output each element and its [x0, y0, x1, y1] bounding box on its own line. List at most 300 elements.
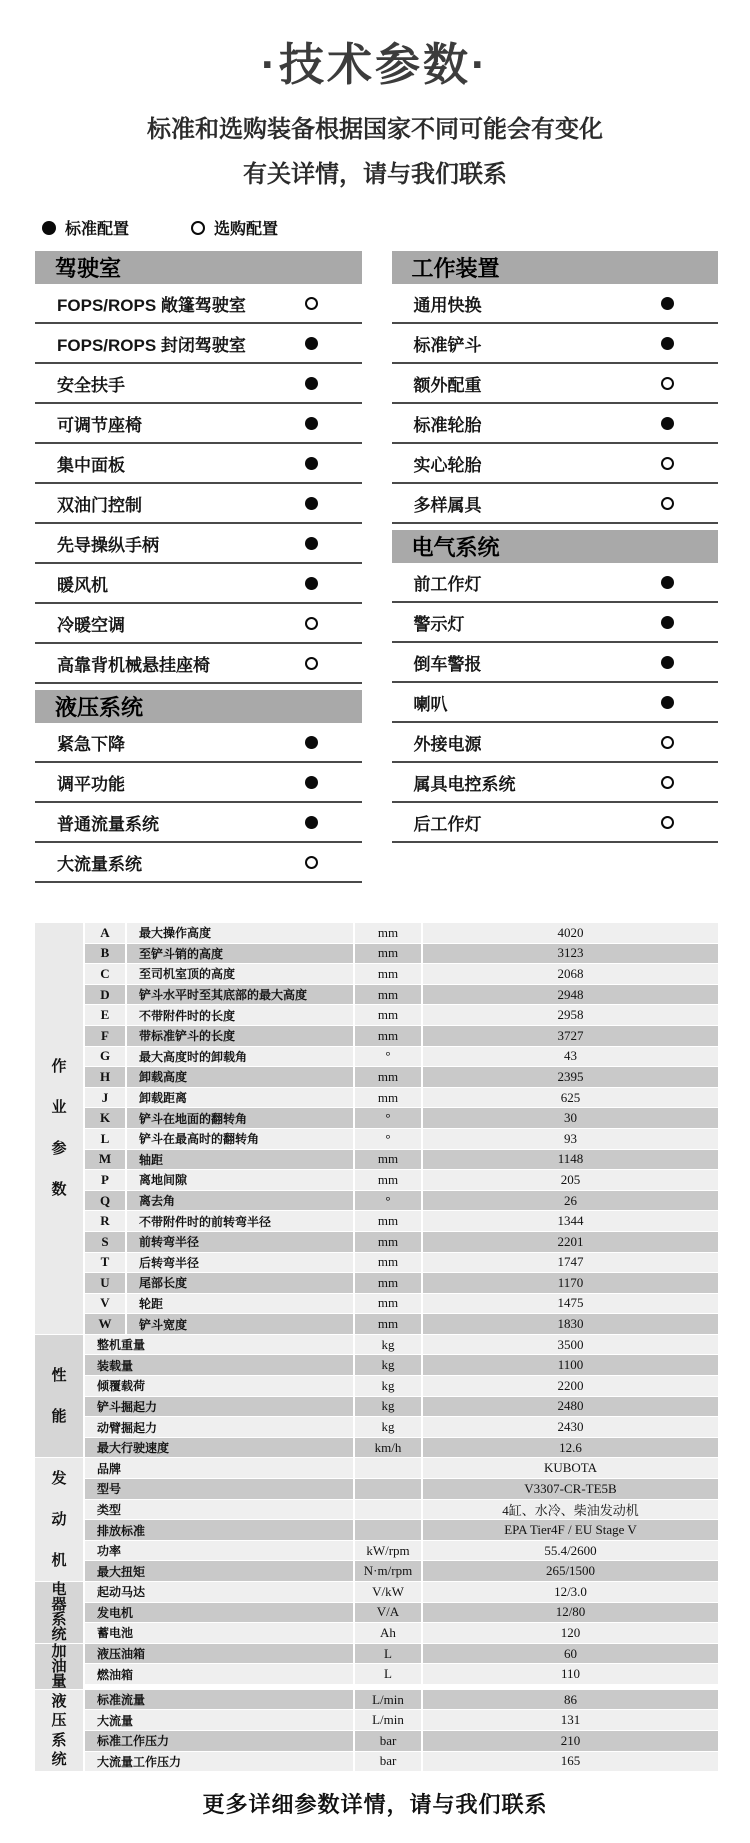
spec-value-cell: 1100 — [423, 1355, 718, 1375]
spec-row — [85, 1335, 718, 1355]
spec-group — [35, 1335, 718, 1459]
feature-row — [392, 603, 719, 643]
spec-value-cell: 205 — [423, 1170, 718, 1190]
spec-row — [85, 1731, 718, 1751]
spec-value-cell: 3500 — [423, 1335, 718, 1355]
feature-label: 暖风机 — [57, 575, 108, 595]
feature-row — [35, 404, 362, 444]
spec-label-cell: 铲斗在地面的翻转角 — [127, 1108, 353, 1128]
feature-label: 可调节座椅 — [57, 415, 142, 435]
spec-unit-cell: N·m/rpm — [355, 1561, 421, 1581]
spec-row — [85, 1026, 718, 1046]
spec-value-cell: 55.4/2600 — [423, 1541, 718, 1561]
spec-row — [85, 944, 718, 964]
spec-group-rows — [85, 1335, 718, 1459]
spec-row — [85, 1232, 718, 1252]
feature-row — [392, 364, 719, 404]
spec-row — [85, 1561, 718, 1581]
feature-section-items — [35, 723, 362, 883]
spec-unit-cell: kg — [355, 1376, 421, 1396]
feature-section-header — [392, 530, 719, 563]
spec-unit-cell: kg — [355, 1355, 421, 1375]
spec-unit-cell: kW/rpm — [355, 1541, 421, 1561]
spec-row — [85, 1644, 718, 1664]
spec-value-cell: 26 — [423, 1191, 718, 1211]
spec-label-cell: 标准工作压力 — [85, 1731, 353, 1751]
spec-group-rows — [85, 923, 718, 1335]
spec-unit-cell: mm — [355, 1026, 421, 1046]
spec-unit-cell: V/A — [355, 1603, 421, 1623]
feature-section-items — [392, 563, 719, 843]
spec-label-cell: 发电机 — [85, 1603, 353, 1623]
spec-row — [85, 1520, 718, 1540]
spec-label-cell: 型号 — [85, 1479, 353, 1499]
spec-value-cell: 12.6 — [423, 1438, 718, 1458]
spec-label-cell: 液压油箱 — [85, 1644, 353, 1664]
config-dot-icon — [305, 497, 318, 510]
feature-label: 安全扶手 — [57, 375, 125, 395]
spec-group — [35, 1582, 718, 1644]
spec-unit-cell: mm — [355, 1273, 421, 1293]
spec-value-cell: 1170 — [423, 1273, 718, 1293]
spec-key-cell: A — [85, 923, 125, 943]
config-dot-icon — [305, 736, 318, 749]
feature-row — [392, 563, 719, 603]
legend-optional-label: 选购配置 — [214, 221, 279, 238]
spec-label-cell: 整机重量 — [85, 1335, 353, 1355]
spec-label-cell: 后转弯半径 — [127, 1253, 353, 1273]
spec-value-cell: 625 — [423, 1088, 718, 1108]
feature-label: 标准铲斗 — [413, 335, 482, 355]
spec-label-cell: 类型 — [85, 1500, 353, 1520]
spec-group — [35, 1458, 718, 1582]
spec-row — [85, 985, 718, 1005]
feature-label: 普通流量系统 — [57, 814, 159, 834]
spec-value-cell: 1747 — [423, 1253, 718, 1273]
spec-group-cell: 发 动 机 — [35, 1458, 83, 1581]
spec-row — [85, 1129, 718, 1149]
spec-value-cell: 265/1500 — [423, 1561, 718, 1581]
config-dot-icon — [305, 617, 318, 630]
feature-label: 外接电源 — [413, 734, 482, 754]
feature-row — [392, 324, 719, 364]
spec-row — [85, 923, 718, 943]
footer-note: 更多详细参数详情，请与我们联系 — [202, 1792, 548, 1818]
spec-unit-cell: bar — [355, 1752, 421, 1772]
feature-label: 额外配重 — [413, 375, 482, 395]
spec-label-cell: 铲斗掘起力 — [85, 1397, 353, 1417]
legend — [42, 216, 750, 239]
spec-value-cell: 210 — [423, 1731, 718, 1751]
spec-unit-cell: ° — [355, 1108, 421, 1128]
spec-unit-cell: mm — [355, 1067, 421, 1087]
spec-value-cell: 1830 — [423, 1314, 718, 1334]
spec-key-cell: D — [85, 985, 125, 1005]
spec-row — [85, 1150, 718, 1170]
feature-row — [392, 284, 719, 324]
feature-section-items — [35, 284, 362, 684]
feature-label: 调平功能 — [57, 774, 125, 794]
spec-key-cell: Q — [85, 1191, 125, 1211]
spec-row — [85, 1088, 718, 1108]
feature-row — [392, 723, 719, 763]
feature-label: 集中面板 — [57, 455, 125, 475]
spec-label-cell: 功率 — [85, 1541, 353, 1561]
spec-value-cell: 2200 — [423, 1376, 718, 1396]
spec-row — [85, 1047, 718, 1067]
spec-label-cell: 燃油箱 — [85, 1664, 353, 1684]
spec-value-cell: 12/80 — [423, 1603, 718, 1623]
config-dot-icon — [661, 417, 674, 430]
spec-group — [35, 1690, 718, 1772]
spec-key-cell: C — [85, 964, 125, 984]
spec-unit-cell: mm — [355, 1005, 421, 1025]
feature-section-items — [392, 284, 719, 524]
config-dot-icon — [305, 856, 318, 869]
spec-unit-cell: km/h — [355, 1438, 421, 1458]
spec-key-cell: V — [85, 1294, 125, 1314]
spec-unit-cell — [355, 1520, 421, 1540]
spec-label-cell: 大流量工作压力 — [85, 1752, 353, 1772]
config-dot-icon — [305, 457, 318, 470]
feature-section — [392, 530, 719, 843]
spec-group-cell: 液 压 系 统 — [35, 1690, 83, 1771]
config-dot-icon — [661, 736, 674, 749]
spec-row — [85, 1211, 718, 1231]
feature-row — [392, 484, 719, 524]
config-dot-icon — [661, 776, 674, 789]
spec-value-cell: 2958 — [423, 1005, 718, 1025]
filled-dot-icon — [42, 221, 56, 235]
feature-row — [35, 364, 362, 404]
spec-value-cell: 3123 — [423, 944, 718, 964]
spec-unit-cell: Ah — [355, 1623, 421, 1643]
feature-label: 属具电控系统 — [413, 774, 516, 794]
spec-value-cell: 110 — [423, 1664, 718, 1684]
feature-label: FOPS/ROPS 敞篷驾驶室 — [57, 295, 246, 315]
spec-value-cell: 2430 — [423, 1417, 718, 1437]
feature-label: 多样属具 — [413, 495, 482, 515]
config-dot-icon — [305, 377, 318, 390]
spec-unit-cell: ° — [355, 1047, 421, 1067]
config-dot-icon — [661, 816, 674, 829]
spec-label-cell: 尾部长度 — [127, 1273, 353, 1293]
spec-value-cell: 93 — [423, 1129, 718, 1149]
spec-unit-cell: mm — [355, 1314, 421, 1334]
feature-label: 标准轮胎 — [413, 415, 482, 435]
spec-unit-cell: L — [355, 1644, 421, 1664]
feature-section — [392, 251, 719, 524]
config-dot-icon — [305, 657, 318, 670]
spec-label-cell: 至铲斗销的高度 — [127, 944, 353, 964]
spec-row — [85, 1355, 718, 1375]
spec-label-cell: 卸载距离 — [127, 1088, 353, 1108]
spec-unit-cell: L — [355, 1664, 421, 1684]
feature-row — [392, 444, 719, 484]
spec-unit-cell: mm — [355, 944, 421, 964]
spec-label-cell: 不带附件时的前转弯半径 — [127, 1211, 353, 1231]
feature-row — [392, 643, 719, 683]
feature-label: 冷暖空调 — [57, 615, 125, 635]
config-dot-icon — [305, 337, 318, 350]
spec-label-cell: 铲斗宽度 — [127, 1314, 353, 1334]
spec-key-cell: K — [85, 1108, 125, 1128]
spec-unit-cell: mm — [355, 964, 421, 984]
spec-row — [85, 1170, 718, 1190]
spec-label-cell: 装载量 — [85, 1355, 353, 1375]
spec-value-cell: 2948 — [423, 985, 718, 1005]
spec-value-cell: 2480 — [423, 1397, 718, 1417]
spec-row — [85, 1500, 718, 1520]
feature-row — [35, 843, 362, 883]
spec-value-cell: 1475 — [423, 1294, 718, 1314]
spec-value-cell: 2201 — [423, 1232, 718, 1252]
feature-section-title: 电气系统 — [411, 535, 500, 560]
spec-key-cell: H — [85, 1067, 125, 1087]
spec-group-cell: 性 能 — [35, 1335, 83, 1458]
spec-row — [85, 1479, 718, 1499]
spec-unit-cell: mm — [355, 1294, 421, 1314]
spec-unit-cell: mm — [355, 1232, 421, 1252]
feature-row — [35, 803, 362, 843]
spec-group-rows — [85, 1644, 718, 1690]
spec-unit-cell: L/min — [355, 1690, 421, 1710]
spec-unit-cell: mm — [355, 1150, 421, 1170]
spec-unit-cell: bar — [355, 1731, 421, 1751]
spec-unit-cell: kg — [355, 1397, 421, 1417]
spec-row — [85, 1314, 718, 1334]
spec-group — [35, 1644, 718, 1690]
spec-row — [85, 1397, 718, 1417]
spec-value-cell: 1344 — [423, 1211, 718, 1231]
spec-value-cell: 2395 — [423, 1067, 718, 1087]
spec-key-cell: P — [85, 1170, 125, 1190]
spec-value-cell: 165 — [423, 1752, 718, 1772]
spec-label-cell: 卸载高度 — [127, 1067, 353, 1087]
config-dot-icon — [305, 417, 318, 430]
spec-key-cell: B — [85, 944, 125, 964]
spec-label-cell: 铲斗在最高时的翻转角 — [127, 1129, 353, 1149]
feature-label: 警示灯 — [413, 614, 465, 634]
spec-row — [85, 1541, 718, 1561]
config-dot-icon — [305, 297, 318, 310]
spec-group-cell: 作 业 参 数 — [35, 923, 83, 1334]
feature-row — [35, 324, 362, 364]
spec-row — [85, 1376, 718, 1396]
feature-label: 紧急下降 — [57, 734, 125, 754]
feature-label: 高靠背机械悬挂座椅 — [57, 655, 210, 675]
feature-columns — [35, 251, 718, 883]
spec-unit-cell: ° — [355, 1129, 421, 1149]
spec-group-rows — [85, 1458, 718, 1582]
feature-label: 喇叭 — [413, 694, 448, 714]
feature-label: 通用快换 — [413, 295, 482, 315]
spec-table — [35, 923, 718, 1772]
spec-row — [85, 1108, 718, 1128]
spec-unit-cell — [355, 1500, 421, 1520]
spec-unit-cell: L/min — [355, 1710, 421, 1730]
page-title: ·技术参数· — [261, 39, 489, 90]
spec-key-cell: J — [85, 1088, 125, 1108]
spec-label-cell: 最大行驶速度 — [85, 1438, 353, 1458]
config-dot-icon — [661, 616, 674, 629]
config-dot-icon — [661, 377, 674, 390]
spec-unit-cell: mm — [355, 1170, 421, 1190]
spec-unit-cell: mm — [355, 1088, 421, 1108]
spec-value-cell: 1148 — [423, 1150, 718, 1170]
spec-label-cell: 大流量 — [85, 1710, 353, 1730]
feature-column-right — [392, 251, 719, 843]
feature-section — [35, 251, 362, 684]
spec-label-cell: 标准流量 — [85, 1690, 353, 1710]
feature-row — [35, 644, 362, 684]
spec-value-cell: 4020 — [423, 923, 718, 943]
open-dot-icon — [191, 221, 205, 235]
feature-section-title: 工作装置 — [411, 256, 500, 281]
spec-label-cell: 离地间隙 — [127, 1170, 353, 1190]
spec-label-cell: 轴距 — [127, 1150, 353, 1170]
spec-key-cell: G — [85, 1047, 125, 1067]
spec-row — [85, 1752, 718, 1772]
config-dot-icon — [661, 656, 674, 669]
spec-key-cell: W — [85, 1314, 125, 1334]
spec-label-cell: 前转弯半径 — [127, 1232, 353, 1252]
spec-group-rows — [85, 1582, 718, 1644]
config-dot-icon — [661, 696, 674, 709]
feature-row — [35, 484, 362, 524]
spec-key-cell: F — [85, 1026, 125, 1046]
spec-row — [85, 1438, 718, 1458]
config-dot-icon — [661, 497, 674, 510]
legend-optional — [191, 216, 278, 239]
feature-label: 先导操纵手柄 — [57, 535, 159, 555]
legend-standard-label: 标准配置 — [65, 221, 130, 238]
config-dot-icon — [305, 537, 318, 550]
spec-row — [85, 1664, 718, 1684]
spec-key-cell: T — [85, 1253, 125, 1273]
spec-unit-cell: mm — [355, 1253, 421, 1273]
feature-row — [392, 763, 719, 803]
spec-value-cell: 86 — [423, 1690, 718, 1710]
legend-standard — [42, 216, 129, 239]
feature-section-title: 液压系统 — [55, 695, 144, 720]
feature-label: FOPS/ROPS 封闭驾驶室 — [57, 335, 246, 355]
feature-row — [392, 683, 719, 723]
feature-row — [35, 524, 362, 564]
spec-value-cell: 120 — [423, 1623, 718, 1643]
spec-key-cell: M — [85, 1150, 125, 1170]
spec-group — [35, 923, 718, 1335]
feature-section-title: 驾驶室 — [55, 256, 122, 281]
spec-value-cell: 131 — [423, 1710, 718, 1730]
spec-label-cell: 动臂掘起力 — [85, 1417, 353, 1437]
spec-value-cell: V3307-CR-TE5B — [423, 1479, 718, 1499]
spec-label-cell: 最大扭矩 — [85, 1561, 353, 1581]
spec-label-cell: 铲斗水平时至其底部的最大高度 — [127, 985, 353, 1005]
feature-label: 倒车警报 — [413, 654, 482, 674]
feature-section — [35, 690, 362, 883]
feature-label: 双油门控制 — [57, 495, 142, 515]
spec-row — [85, 1458, 718, 1478]
config-dot-icon — [305, 776, 318, 789]
spec-value-cell: 12/3.0 — [423, 1582, 718, 1602]
spec-unit-cell: mm — [355, 985, 421, 1005]
spec-key-cell: E — [85, 1005, 125, 1025]
feature-row — [35, 604, 362, 644]
spec-row — [85, 1191, 718, 1211]
spec-unit-cell: ° — [355, 1191, 421, 1211]
config-dot-icon — [305, 816, 318, 829]
spec-unit-cell: mm — [355, 1211, 421, 1231]
spec-value-cell: KUBOTA — [423, 1458, 718, 1478]
spec-value-cell: 43 — [423, 1047, 718, 1067]
spec-label-cell: 蓄电池 — [85, 1623, 353, 1643]
feature-label: 后工作灯 — [413, 814, 482, 834]
feature-row — [35, 444, 362, 484]
spec-key-cell: U — [85, 1273, 125, 1293]
feature-section-header — [35, 251, 362, 284]
spec-unit-cell — [355, 1479, 421, 1499]
config-dot-icon — [305, 577, 318, 590]
spec-value-cell: 60 — [423, 1644, 718, 1664]
spec-row — [85, 1603, 718, 1623]
feature-row — [35, 763, 362, 803]
spec-row — [85, 1253, 718, 1273]
spec-label-cell: 起动马达 — [85, 1582, 353, 1602]
spec-group-rows — [85, 1690, 718, 1772]
spec-key-cell: S — [85, 1232, 125, 1252]
spec-row — [85, 964, 718, 984]
spec-label-cell: 至司机室顶的高度 — [127, 964, 353, 984]
spec-group-cell: 加 油 量 — [35, 1644, 83, 1689]
subtitle-line-1: 标准和选购装备根据国家不同可能会有变化 — [147, 116, 603, 143]
spec-label-cell: 带标准铲斗的长度 — [127, 1026, 353, 1046]
spec-value-cell: 3727 — [423, 1026, 718, 1046]
spec-label-cell: 排放标准 — [85, 1520, 353, 1540]
spec-key-cell: L — [85, 1129, 125, 1149]
feature-label: 大流量系统 — [57, 854, 142, 874]
feature-label: 实心轮胎 — [413, 455, 482, 475]
spec-row — [85, 1582, 718, 1602]
spec-row — [85, 1005, 718, 1025]
config-dot-icon — [661, 297, 674, 310]
spec-unit-cell: kg — [355, 1417, 421, 1437]
config-dot-icon — [661, 576, 674, 589]
spec-label-cell: 离去角 — [127, 1191, 353, 1211]
spec-value-cell: 2068 — [423, 964, 718, 984]
spec-row — [85, 1067, 718, 1087]
spec-row — [85, 1273, 718, 1293]
spec-value-cell: EPA Tier4F / EU Stage V — [423, 1520, 718, 1540]
feature-label: 前工作灯 — [413, 574, 482, 594]
subtitle-line-2: 有关详情，请与我们联系 — [243, 161, 507, 188]
spec-value-cell: 4缸、水冷、柴油发动机 — [423, 1500, 718, 1520]
config-dot-icon — [661, 337, 674, 350]
spec-value-cell: 30 — [423, 1108, 718, 1128]
spec-label-cell: 倾覆载荷 — [85, 1376, 353, 1396]
spec-label-cell: 最大高度时的卸载角 — [127, 1047, 353, 1067]
config-dot-icon — [661, 457, 674, 470]
feature-section-header — [392, 251, 719, 284]
spec-row — [85, 1710, 718, 1730]
spec-row — [85, 1417, 718, 1437]
feature-column-left — [35, 251, 362, 883]
spec-row — [85, 1623, 718, 1643]
feature-row — [35, 564, 362, 604]
feature-section-header — [35, 690, 362, 723]
spec-label-cell: 不带附件时的长度 — [127, 1005, 353, 1025]
spec-label-cell: 最大操作高度 — [127, 923, 353, 943]
